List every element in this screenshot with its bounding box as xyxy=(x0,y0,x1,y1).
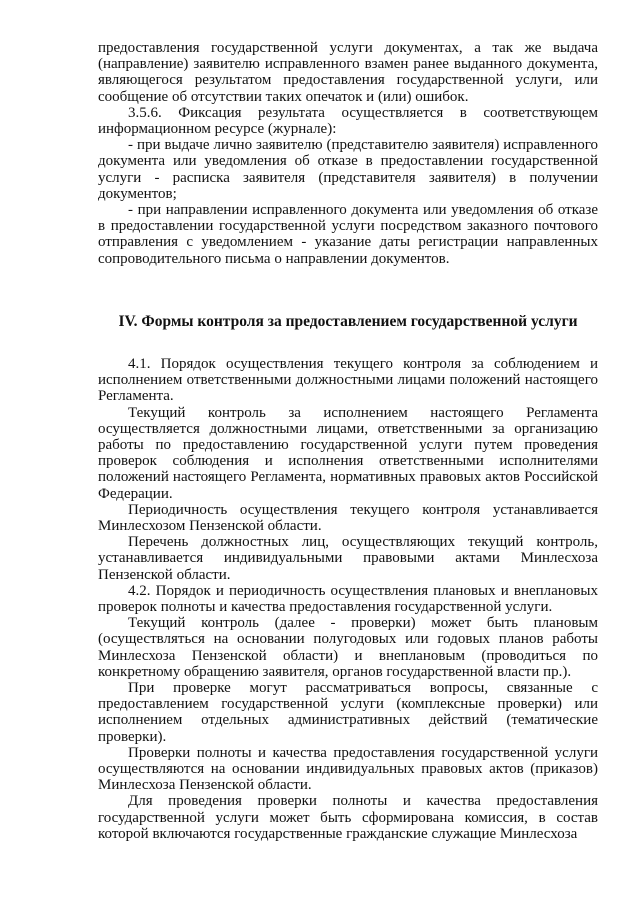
paragraph-check-basis: Проверки полноты и качества предоставления государственной услуги осуществляются на основании индивидуальных правовых актов (приказов) Минлесхоза Пензенской области. xyxy=(98,744,598,794)
continuation-block xyxy=(98,40,598,267)
paragraph-4-2: 4.2. Порядок и периодичность осуществления плановых и внеплановых проверок полноты и качества предоставления государственной услуги. xyxy=(98,582,598,616)
paragraph-postal-delivery: - при направлении исправленного документа или уведомления об отказе в предоставлении государственной услуги посредством заказного почтового отправления с уведомлением - указание даты регистрации направленных сопроводительного письма о направлении документов. xyxy=(98,202,598,267)
paragraph-officials-list: Перечень должностных лиц, осуществляющих текущий контроль, устанавливается индивидуальными правовыми актами Минлесхоза Пензенской области. xyxy=(98,534,598,583)
paragraph-3-5-6: 3.5.6. Фиксация результата осуществляется в соответствующем информационном ресурсе (журнале): xyxy=(98,104,598,138)
section-heading: IV. Формы контроля за предоставлением государственной услуги xyxy=(118,313,578,330)
paragraph-4-1: 4.1. Порядок осуществления текущего контроля за соблюдением и исполнением ответственными должностными лицами положений настоящего Регламента. xyxy=(98,356,598,405)
paragraph-personal-issuance: - при выдаче лично заявителю (представителю заявителя) исправленного документа или уведомления об отказе в предоставлении государственной услуги - расписка заявителя (представителя заявителя) в получении документов; xyxy=(98,137,598,202)
paragraph-current-control: Текущий контроль за исполнением настоящего Регламента осуществляется должностными лицами, ответственными за организацию работы по предоставлению государственной услуги путем проведения проверок соблюдения и исполнения ответственными исполнителями положений настоящего Регламента, нормативных правовых актов Российской Федерации. xyxy=(98,404,598,502)
paragraph-planned-checks: Текущий контроль (далее - проверки) может быть плановым (осуществляться на основании полугодовых или годовых планов работы Минлесхоза Пензенской области) и внеплановым (проводиться по конкретному обращению заявителя, органов государственной власти пр.). xyxy=(98,615,598,680)
paragraph-result-issuance: предоставления государственной услуги документах, а так же выдача (направление) заявителю исправленного взамен ранее выданного документа, являющегося результатом предоставления государственной услуги, или сообщение об отсутствии таких опечаток и (или) ошибок. xyxy=(98,40,598,105)
section-iv-block xyxy=(98,356,598,842)
paragraph-commission: Для проведения проверки полноты и качества предоставления государственной услуги может быть сформирована комиссия, в состав которой включаются государственные гражданские служащие Минлесхоза xyxy=(98,793,598,842)
paragraph-periodicity: Периодичность осуществления текущего контроля устанавливается Минлесхозом Пензенской области. xyxy=(98,501,598,535)
paragraph-check-questions: При проверке могут рассматриваться вопросы, связанные с предоставлением государственной услуги (комплексные проверки) или исполнением отдельных административных действий (тематические проверки). xyxy=(98,680,598,745)
